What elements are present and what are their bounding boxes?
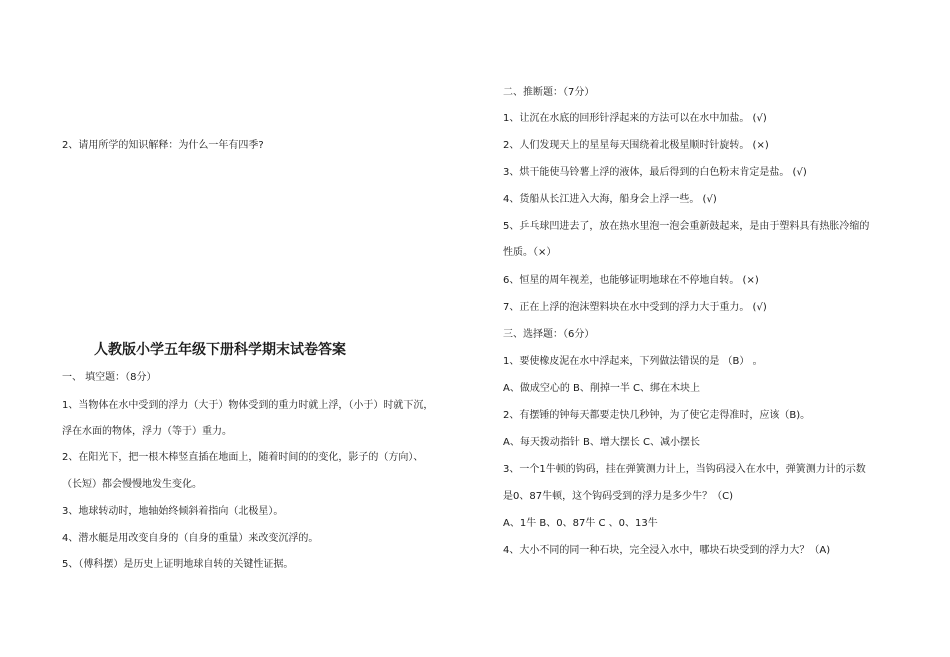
judge-line: 5、乒乓球凹进去了，放在热水里泡一泡会重新鼓起来，是由于塑料具有热胀冷缩的 [503, 221, 870, 232]
choice-section-header: 三、选择题：（6分） [503, 329, 595, 340]
fill-line: 4、潜水艇是用改变自身的（自身的重量）来改变沉浮的。 [62, 533, 319, 544]
fill-line: 5、（傅科摆）是历史上证明地球自转的关键性证据。 [62, 559, 294, 570]
choice-line: A、做成空心的 B、削掉一半 C、绑在木块上 [503, 383, 701, 394]
fill-line: 2、在阳光下，把一根木棒竖直插在地面上，随着时间的的变化，影子的（方向）、 [62, 452, 424, 463]
judge-line: 1、让沉在水底的回形针浮起来的方法可以在水中加盐。 (√) [503, 113, 767, 124]
fill-line: （长短）都会慢慢地发生变化。 [62, 479, 202, 490]
judge-line: 7、正在上浮的泡沫塑料块在水中受到的浮力大于重力。 (√) [503, 302, 767, 313]
judge-section-header: 二、推断题：（7分） [503, 87, 595, 98]
judge-line: 6、恒星的周年视差，也能够证明地球在不停地自转。 (×) [503, 275, 759, 286]
fill-line: 浮在水面的物体，浮力（等于）重力。 [62, 426, 232, 437]
judge-line: 性质。（×） [503, 247, 557, 258]
choice-line: 2、有摆锤的钟每天都要走快几秒钟，为了使它走得准时，应该（B)。 [503, 410, 811, 421]
choice-line: 3、一个1牛顿的钩码，挂在弹簧测力计上，当钩码浸入在水中，弹簧测力计的示数 [503, 464, 866, 475]
choice-line: 4、大小不同的同一种石块，完全浸入水中，哪块石块受到的浮力大？（A) [503, 545, 831, 556]
judge-line: 4、货船从长江进入大海，船身会上浮一些。 (√) [503, 194, 717, 205]
choice-line: A、每天拨动指针 B、增大摆长 C、减小摆长 [503, 437, 701, 448]
fill-section-header: 一、 填空题：（8分） [62, 372, 157, 383]
judge-line: 3、烘干能使马铃薯上浮的液体，最后得到的白色粉末肯定是盐。 (√) [503, 167, 807, 178]
choice-line: A、1牛 B、0、87牛 C 、0、13牛 [503, 518, 658, 529]
choice-line: 1、要使橡皮泥在水中浮起来，下列做法错误的是 （B） 。 [503, 356, 763, 367]
judge-line: 2、人们发现天上的星星每天围绕着北极星顺时针旋转。 (×) [503, 140, 769, 151]
fill-line: 1、当物体在水中受到的浮力（大于）物体受到的重力时就上浮，（小于）时就下沉， [62, 400, 434, 411]
page-title: 人教版小学五年级下册科学期末试卷答案 [94, 342, 346, 358]
fill-line: 3、地球转动时，地轴始终倾斜着指向（北极星）。 [62, 506, 284, 517]
choice-line: 是0、87牛顿，这个钩码受到的浮力是多少牛？（C) [503, 491, 733, 502]
essay-question-2: 2、请用所学的知识解释：为什么一年有四季? [62, 140, 264, 151]
